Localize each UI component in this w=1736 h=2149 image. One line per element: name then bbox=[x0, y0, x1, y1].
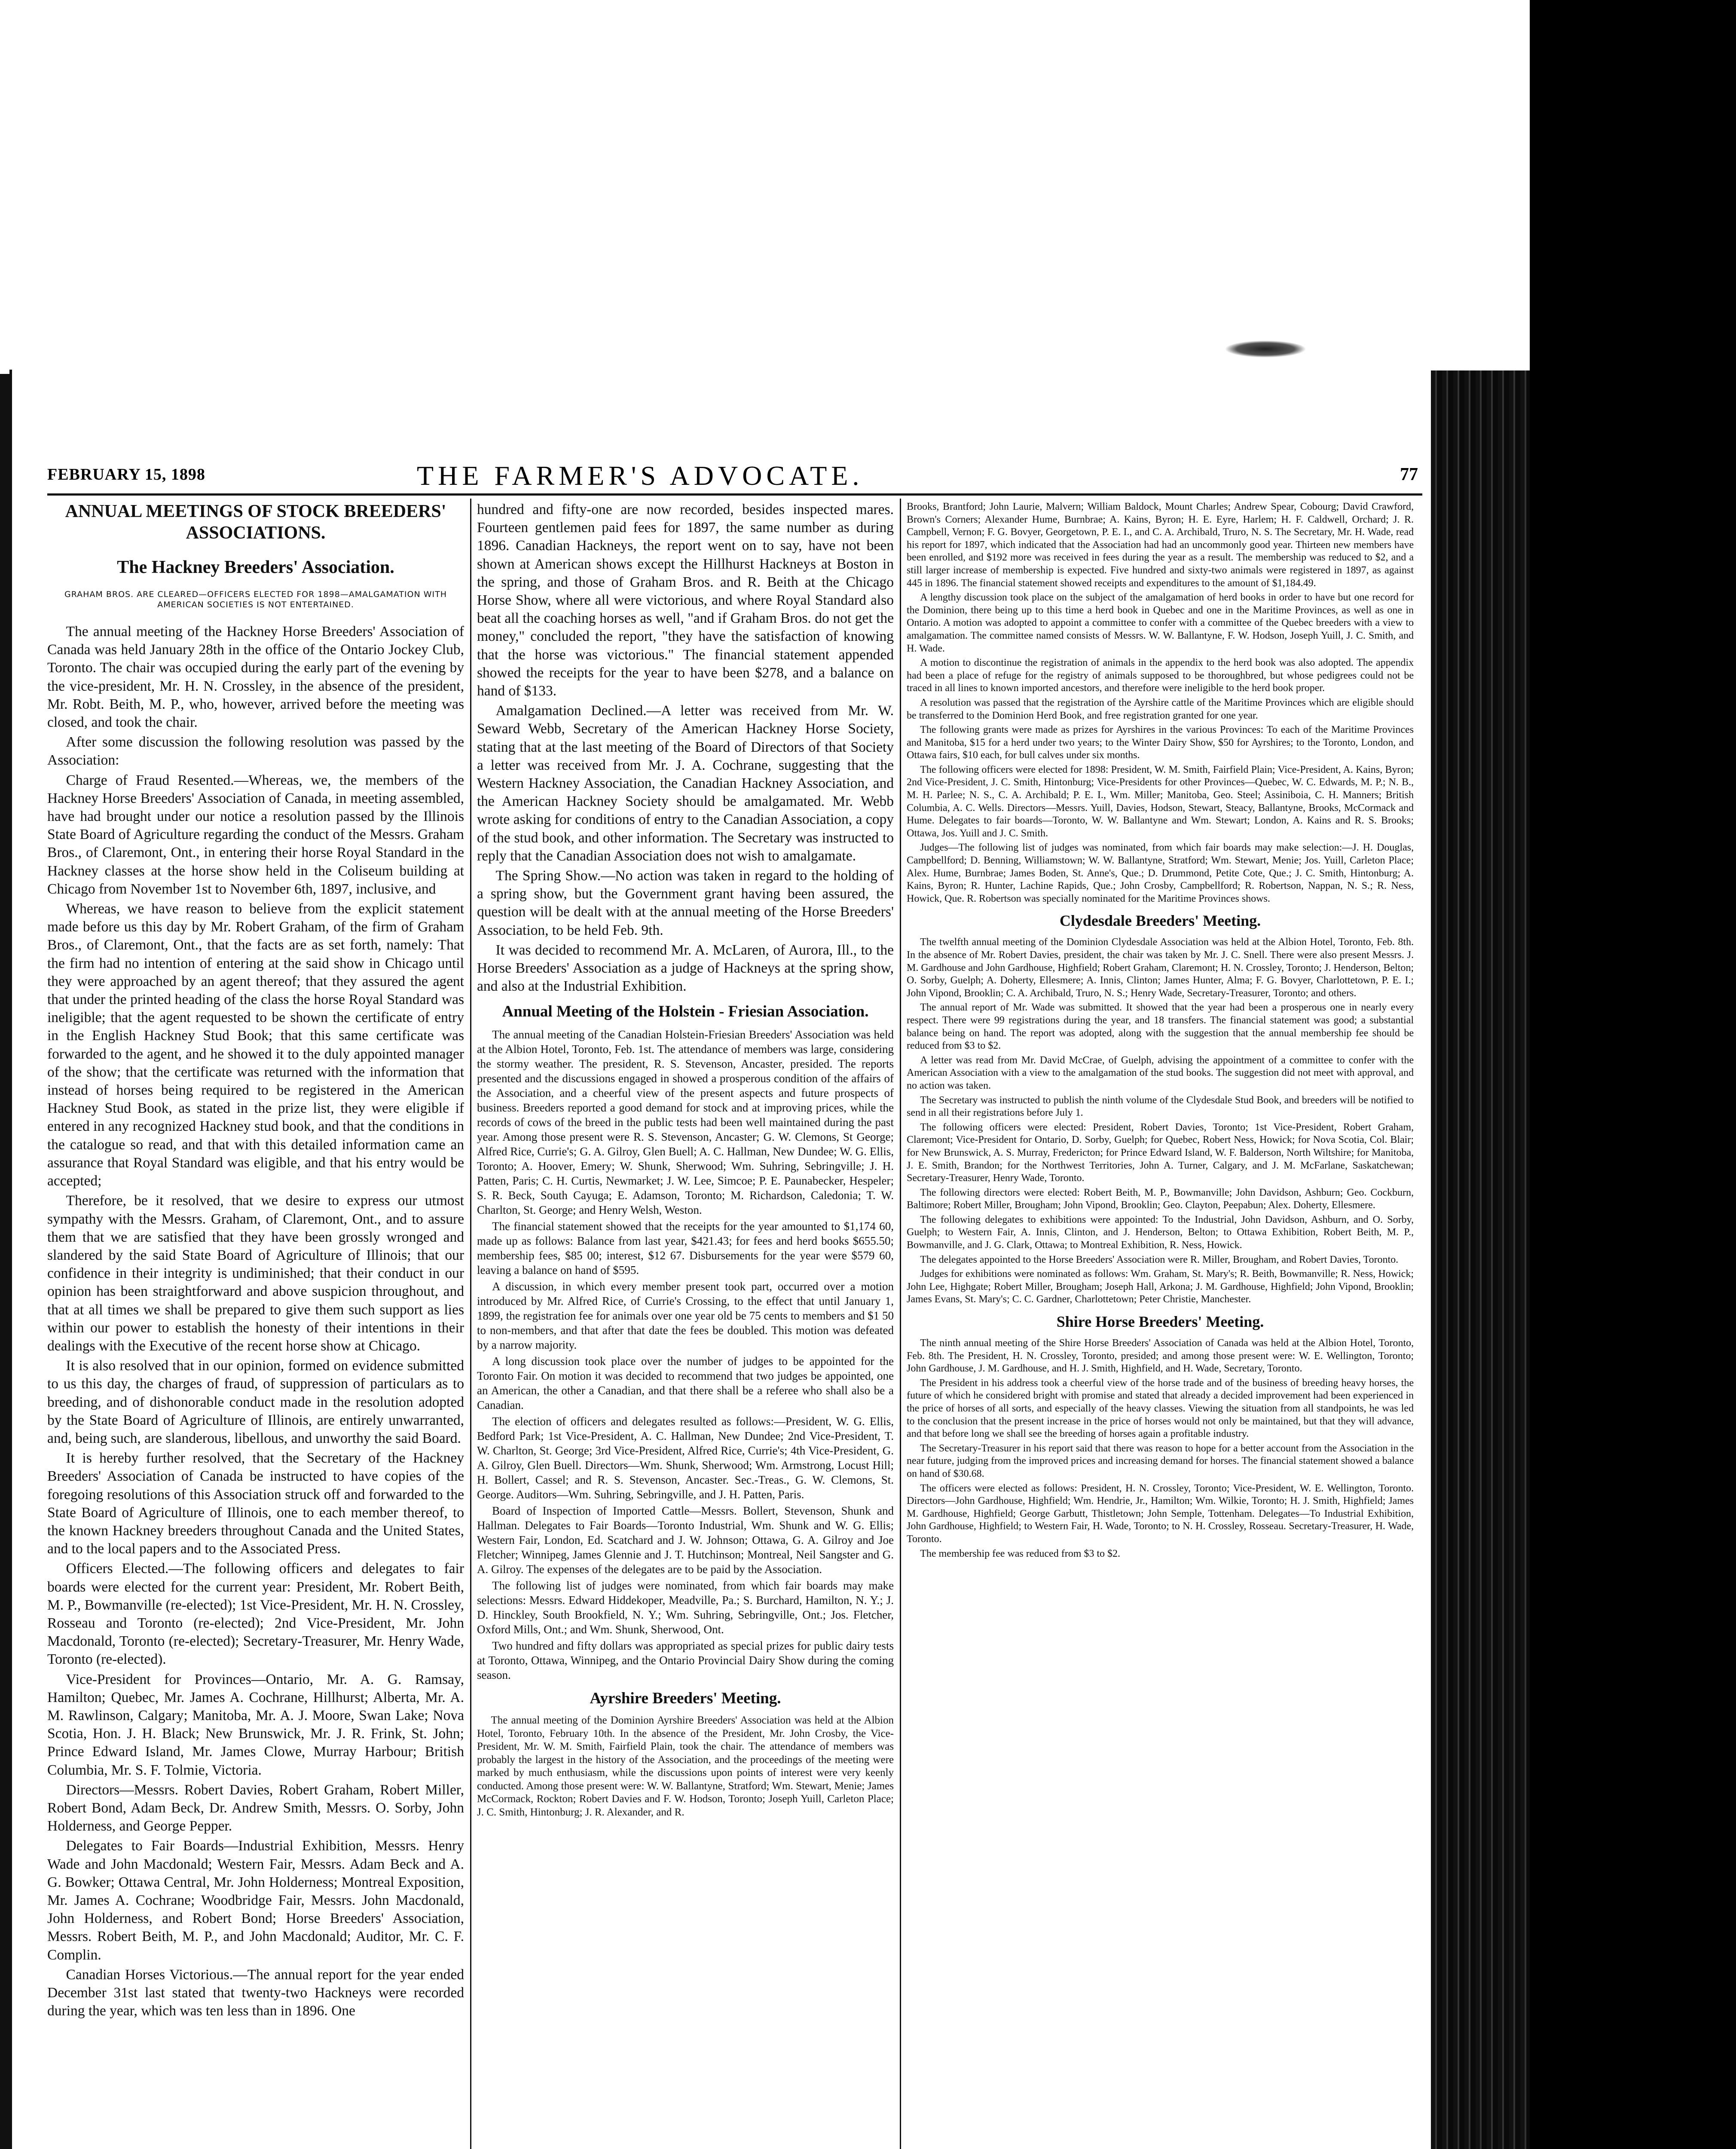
paragraph: The annual meeting of the Hackney Horse Breeders' Association of Canada was held January 28th in the office of the Ontario Jockey Club, Toronto. The chair was occupied during the early part of the evening by the vice-president, Mr. H. N. Crossley, in the absence of the president, Mr. Robt. Beith, M. P., who, however, arrived before the meeting was closed, and took the chair. bbox=[47, 624, 464, 731]
paragraph: The election of officers and delegates resulted as follows:—President, W. G. Ellis, Bedford Park; 1st Vice-President, A. C. Hallman, New Dundee; 2nd Vice-President, T. W. Charlton, St. George; 3rd Vice-President, Alfred Rice, Currie's; 4th Vice-President, G. A. Gilroy, Glen Buell. Directors—Wm. Shunk, Sherwood; Wm. Armstrong, Locust Hill; H. Bollert, Cassel; and R. S. Stevenson, Ancaster. Sec.-Treas., G. W. Clemons, St. George. Auditors—Wm. Suhring, Sebringville, and J. H. Patten, Paris. bbox=[477, 1415, 894, 1501]
ink-blot bbox=[1225, 340, 1306, 358]
column-2 bbox=[477, 501, 894, 2149]
paragraph: Vice-President for Provinces—Ontario, Mr. A. G. Ramsay, Hamilton; Quebec, Mr. James A. Cochrane, Hillhurst; Alberta, Mr. A. M. Rawlinson, Calgary; Manitoba, Mr. A. J. Moore, Swan Lake; Nova Scotia, Hon. J. H. Black; New Brunswick, Mr. J. R. Frink, St. John; Prince Edward Island, Mr. James Clowe, Murray Harbour; British Columbia, Mr. S. F. Tolmie, Victoria. bbox=[47, 1671, 464, 1778]
paragraph: It is also resolved that in our opinion, formed on evidence submitted to us this day, the charges of fraud, of suppression of particulars as to breeding, and of dishonorable conduct made in the resolution adopted by the State Board of Agriculture of Illinois, are entirely unwarranted, and, being such, are slanderous, libellous, and unworthy the said Board. bbox=[47, 1358, 464, 1446]
paragraph: Delegates to Fair Boards—Industrial Exhibition, Messrs. Henry Wade and John Macdonald; Western Fair, Messrs. Adam Beck and A. G. Bowker; Ottawa Central, Mr. John Holderness; Montreal Exposition, Mr. James A. Cochrane; Woodbridge Fair, Messrs. John Macdonald, John Holderness, and Robert Bond; Horse Breeders' Association, Messrs. Robert Beith, M. P., and John Macdonald; Auditor, Mr. C. F. Complin. bbox=[47, 1838, 464, 1963]
paragraph: The officers were elected as follows: President, H. N. Crossley, Toronto; Vice-President, W. E. Wellington, Toronto. Directors—John Gardhouse, Highfield; Wm. Hendrie, Jr., Hamilton; Wm. Wilkie, Toronto; H. J. Smith, Highfield; James M. Gardhouse, Highfield; George Garbutt, Thistletown; John Semple, Tottenham. Delegates—To Industrial Exhibition, John Gardhouse, Highfield; to Western Fair, H. Wade, Toronto; to N. H. Crossley, Rosseau. Secretary-Treasurer, H. Wade, Toronto. bbox=[907, 1482, 1414, 1545]
paragraph: Brooks, Brantford; John Laurie, Malvern; William Baldock, Mount Charles; Andrew Spear, Cobourg; David Crawford, Brown's Corners; Alexander Hume, Burnbrae; A. Kains, Byron; H. E. Eyre, Harlem; H. F. Caldwell, Orchard; J. R. Campbell, Vernon; F. G. Bovyer, Georgetown, P. E. I., and C. A. Archibald, Truro, N. S. The Secretary, Mr. H. Wade, read his report for 1897, which indicated that the Association had had an uncommonly good year. Thirteen new members have been enrolled, and $192 more was received in fees during the year as a result. The membership was reduced to $2, and a still larger increase of membership is expected. Five hundred and sixty-two animals were registered in 1897, as against 445 in 1896. The financial statement showed receipts and expenditures to the amount of $1,184.49. bbox=[907, 501, 1414, 589]
hackney-headline: The Hackney Breeders' Association. bbox=[117, 557, 394, 577]
paragraph: The Secretary was instructed to publish the ninth volume of the Clydesdale Stud Book, and breeders will be notified to send in all their registrations before July 1. bbox=[907, 1094, 1414, 1119]
paragraph: Officers Elected.—The following officers and delegates to fair boards were elected for the current year: President, Mr. Robert Beith, M. P., Bowmanville (re-elected); 1st Vice-President, Mr. H. N. Crossley, Rosseau and Toronto (re-elected); 2nd Vice-President, Mr. John Macdonald, Toronto (re-elected); Secretary-Treasurer, Mr. Henry Wade, Toronto (re-elected). bbox=[47, 1561, 464, 1668]
paragraph: The delegates appointed to the Horse Breeders' Association were R. Miller, Brougham, and Robert Davies, Toronto. bbox=[920, 1254, 1399, 1265]
header-rule bbox=[47, 493, 1422, 496]
running-header bbox=[47, 460, 1422, 490]
shire-headline: Shire Horse Breeders' Meeting. bbox=[1056, 1313, 1264, 1331]
paragraph: The annual meeting of the Dominion Ayrshire Breeders' Association was held at the Albion Hotel, Toronto, February 10th. In the absence of the President, Mr. John Crosby, the Vice-President, Mr. W. M. Smith, Fairfield Plain, took the chair. The attendance of members was probably the largest in the history of the Association, and the proceedings of the meeting were marked by much enthusiasm, while the discussions upon points of interest were very keenly conducted. Among those present were: W. W. Ballantyne, Stratford; Wm. Stewart, Menie; James McCormack, Rockton; Robert Davies and F. W. Hodson, Toronto; Joseph Yuill, Carleton Place; J. C. Smith, Hintonburg; J. R. Alexander, and R. bbox=[477, 1714, 894, 1818]
page-number: 77 bbox=[1400, 465, 1418, 484]
binding-shadow-left bbox=[0, 374, 9, 2149]
paragraph: It was decided to recommend Mr. A. McLaren, of Aurora, Ill., to the Horse Breeders' Association as a judge of Hackneys at the spring show, and also at the Industrial Exhibition. bbox=[477, 942, 894, 995]
paragraph: Therefore, be it resolved, that we desire to express our utmost sympathy with the Messrs. Graham, of Claremont, Ont., and to assure them that we are satisfied that they have been grossly wronged and slandered by the said State Board of Agriculture of Illinois; that our confidence in their integrity is undiminished; that their conduct in our opinion has been straightforward and above suspicion throughout, and that at all times we shall be prepared to give them such support as lies within our power to establish the honesty of their intentions in their dealings with the Executive of the recent horse show at Chicago. bbox=[47, 1193, 464, 1354]
paragraph: Directors—Messrs. Robert Davies, Robert Graham, Robert Miller, Robert Bond, Adam Beck, Dr. Andrew Smith, Messrs. O. Sorby, John Holderness, and George Pepper. bbox=[47, 1782, 464, 1834]
column-1 bbox=[47, 501, 464, 2149]
hackney-deck: GRAHAM BROS. ARE CLEARED—OFFICERS ELECTED FOR 1898—AMALGAMATION WITH AMERICAN SOCIETIES IS NOT ENTERTAINED. bbox=[64, 590, 447, 609]
paragraph: Whereas, we have reason to believe from the explicit statement made before us this day by Mr. Robert Graham, of the firm of Graham Bros., of Claremont, Ont., that the facts are as set forth, namely: That the firm had no intention of entering at the said show in Chicago until they were approached by an agent thereof; that they assured the agent that under the printed heading of the class the horse Royal Standard was ineligible; that the agent requested to be shown the certificate of entry in the English Hackney Stud Book; that this same certificate was forwarded to the agent, and he showed it to the duly appointed manager of the show; that the certificate was returned with the information that instead of horses being required to be registered in the American Hackney Stud Book, as stated in the prize list, they were eligible if entered in any recognized Hackney stud book, and that the conditions in the catalogue so read, and that with this detailed information came an assurance that Royal Standard was eligible, and that his entry would be accepted; bbox=[47, 901, 464, 1189]
paragraph: A long discussion took place over the number of judges to be appointed for the Toronto Fair. On motion it was decided to recommend that two judges be appointed, one an American, the other a Canadian, and that there shall be a referee who shall also be a Canadian. bbox=[477, 1355, 894, 1412]
paragraph: The financial statement showed that the receipts for the year amounted to $1,174 60, made up as follows: Balance from last year, $421.43; for fees and herd books $655.50; membership fees, $85 00; interest, $12 67. Disbursements for the year were $579 60, leaving a balance on hand of $595. bbox=[477, 1220, 894, 1277]
paragraph: The following grants were made as prizes for Ayrshires in the various Provinces: To each of the Maritime Provinces and Manitoba, $15 for a herd under two years; to the Winter Dairy Show, $50 for Ayrshires; to the Toronto, London, and Ottawa fairs, $10 each, for bull calves under six months. bbox=[907, 724, 1414, 761]
paragraph: The following delegates to exhibitions were appointed: To the Industrial, John Davidson, Ashburn, and O. Sorby, Guelph; to Western Fair, A. Innis, Clinton, and J. Henderson, Belton; to Ottawa Exhibition, Robert Beith, M. P., Bowmanville, and J. G. Clark, Ottawa; to Montreal Exhibition, R. Ness, Howick. bbox=[907, 1214, 1414, 1251]
paragraph: The membership fee was reduced from $3 to $2. bbox=[920, 1548, 1121, 1559]
paragraph: The annual meeting of the Canadian Holstein-Friesian Breeders' Association was held at the Albion Hotel, Toronto, Feb. 1st. The attendance of members was large, considering the stormy weather. The president, R. S. Stevenson, Ancaster, presided. The reports presented and the discussions engaged in showed a prosperous condition of the affairs of the Association, and a cheerful view of the present aspects and future prospects of business. Breeders reported a good demand for stock and at improving prices, while the records of cows of the breed in the public tests had been well maintained during the past year. Among those present were R. S. Stevenson, Ancaster; G. W. Clemons, St George; Alfred Rice, Currie's; G. A. Gilroy, Glen Buell; A. C. Hallman, New Dundee; W. G. Ellis, Toronto; A. Hoover, Emery; W. Shunk, Sherwood; Wm. Suhring, Sebringville; J. H. Patten, Paris; C. H. Curtis, Newmarket; J. W. Lee, Simcoe; P. E. Paunabecker, Hespeler; S. R. Beck, South Cayuga; E. Adamson, Toronto; M. Richardson, Caledonia; T. W. Charlton, St. George; and Henry Welsh, Weston. bbox=[477, 1028, 894, 1217]
column-rule-1 bbox=[470, 499, 471, 2149]
paragraph: The following officers were elected for 1898: President, W. M. Smith, Fairfield Plain; Vice-President, A. Kains, Byron; 2nd Vice-President, J. C. Smith, Hintonburg; Vice-Presidents for other Provinces—Quebec, W. C. Edwards, M. P.; N. B., M. H. Parlee; N. S., C. A. Archibald; P. E. I., Wm. Miller; Manitoba, Geo. Steel; Assiniboia, C. H. Manners; British Columbia, A. C. Wells. Directors—Messrs. Yuill, Davies, Hodson, Stewart, Steacy, Ballantyne, Brooks, McCormack and Hume. Delegates to fair boards—Toronto, W. W. Ballantyne and Wm. Stewart; London, A. Kains and R. S. Brooks; Ottawa, Jos. Yuill and J. C. Smith. bbox=[907, 764, 1414, 839]
paragraph: The ninth annual meeting of the Shire Horse Breeders' Association of Canada was held at the Albion Hotel, Toronto, Feb. 8th. The President, H. N. Crossley, Toronto, presided; and among those present were: W. E. Wellington, Toronto; John Gardhouse, J. M. Gardhouse, and H. J. Smith, Highfield, and H. Wade, Secretary, Toronto. bbox=[907, 1338, 1414, 1375]
paragraph: The twelfth annual meeting of the Dominion Clydesdale Association was held at the Albion Hotel, Toronto, Feb. 8th. In the absence of Mr. Robert Davies, president, the chair was taken by Mr. J. C. Snell. There were also present Messrs. J. M. Gardhouse and John Gardhouse, Highfield; Robert Graham, Claremont; H. N. Crossley, Toronto; J. Henderson, Belton; O. Sorby, Guelph; A. Doherty, Ellesmere; A. Innis, Clinton; James Hunter, Alma; F. G. Bovyer, Charlottetown, P. E. I.; John Vipond, Brooklin; C. A. Archibald, Truro, N. S.; Henry Wade, Secretary-Treasurer, Toronto; and others. bbox=[907, 937, 1414, 999]
paragraph: Board of Inspection of Imported Cattle—Messrs. Bollert, Stevenson, Shunk and Hallman. Delegates to Fair Boards—Toronto Industrial, Wm. Shunk and W. G. Ellis; Western Fair, London, Ed. Scatchard and J. W. Johnson; Ottawa, G. A. Gilroy and Joe Fletcher; Winnipeg, James Glennie and J. T. Hutchinson; Montreal, Neil Sangster and G. A. Gilroy. The expenses of the delegates are to be paid by the Association. bbox=[477, 1504, 894, 1576]
paragraph: The Secretary-Treasurer in his report said that there was reason to hope for a better account from the Association in the near future, judging from the improved prices and increasing demand for horses. The financial statement showed a balance on hand of $30.68. bbox=[907, 1442, 1414, 1479]
holstein-headline: Annual Meeting of the Holstein - Friesian Association. bbox=[502, 1003, 869, 1021]
paragraph: Judges—The following list of judges was nominated, from which fair boards may make selection:—J. H. Douglas, Campbellford; D. Benning, Williamstown; W. W. Ballantyne, Stratford; Wm. Stewart, Menie; Jos. Yuill, Carleton Place; Alex. Hume, Burnbrae; James Boden, St. Anne's, Que.; D. Drummond, Petite Cote, Que.; J. C. Smith, Hintonburg; A. Kains, Byron; R. Hunter, Lachine Rapids, Que.; John Crosby, Campbellford; R. Robertson, Nappan, N. S.; R. Ness, Howick, Que. R. Robertson was specially nominated for the Maritime Provinces shows. bbox=[907, 842, 1414, 904]
book-spine-edge bbox=[1431, 370, 1530, 2149]
paragraph: A discussion, in which every member present took part, occurred over a motion introduced by Mr. Alfred Rice, of Currie's Crossing, to the effect that until January 1, 1899, the registration fee for animals over one year old be 75 cents to members and $1 50 to non-members, and that after that date the fees be doubled. This motion was defeated by a narrow majority. bbox=[477, 1280, 894, 1352]
paragraph: Two hundred and fifty dollars was appropriated as special prizes for public dairy tests at Toronto, Ottawa, Winnipeg, and the Ontario Provincial Dairy Show during the coming season. bbox=[477, 1639, 894, 1682]
paragraph: The following directors were elected: Robert Beith, M. P., Bowmanville; John Davidson, Ashburn; Geo. Cockburn, Baltimore; Robert Miller, Brougham; John Vipond, Brooklin; Geo. Clayton, Peepabun; Alex. Doherty, Ellesmere. bbox=[907, 1187, 1414, 1211]
publication-title: THE FARMER'S ADVOCATE. bbox=[417, 460, 864, 491]
paragraph: The following officers were elected: President, Robert Davies, Toronto; 1st Vice-President, Robert Graham, Claremont; Vice-President for Ontario, D. Sorby, Guelph; for Quebec, Robert Ness, Howick; for Nova Scotia, Col. Blair; for New Brunswick, A. S. Murray, Fredericton; for Prince Edward Island, W. F. Balderson, North Wiltshire; for Manitoba, J. E. Smith, Brandon; for the Northwest Territories, John A. Turner, Calgary, and J. M. McFarlane, Saskatchewan; Secretary-Treasurer, Henry Wade, Toronto. bbox=[907, 1121, 1414, 1184]
paragraph: The Spring Show.—No action was taken in regard to the holding of a spring show, but the Government grant having been assured, the question will be dealt with at the annual meeting of the Horse Breeders' Association, to be held Feb. 9th. bbox=[477, 868, 894, 938]
issue-date: FEBRUARY 15, 1898 bbox=[47, 465, 205, 484]
paragraph: A letter was read from Mr. David McCrae, of Guelph, advising the appointment of a committee to confer with the American Association with a view to the amalgamation of the stud books. The suggestion did not meet with approval, and no action was taken. bbox=[907, 1054, 1414, 1091]
column-3 bbox=[907, 501, 1414, 2149]
main-headline: ANNUAL MEETINGS OF STOCK BREEDERS' ASSOCIATIONS. bbox=[65, 502, 446, 543]
paragraph: A resolution was passed that the registration of the Ayrshire cattle of the Maritime Provinces which are eligible should be transferred to the Dominion Herd Book, and free registration granted for one year. bbox=[907, 697, 1414, 721]
paragraph: After some discussion the following resolution was passed by the Association: bbox=[47, 734, 464, 768]
ayrshire-headline: Ayrshire Breeders' Meeting. bbox=[590, 1690, 781, 1708]
paragraph: hundred and fifty-one are now recorded, besides inspected mares. Fourteen gentlemen paid fees for 1897, the same number as during 1896. Canadian Hackneys, the report went on to say, have not been shown at American shows except the Hillhurst Hackneys at Boston in the spring, and those of Graham Bros. and R. Beith at the Chicago Horse Show, where all were victorious, and where Royal Standard also beat all the coaching horses as well, "and if Graham Bros. do not get the money," concluded the report, "they have the satisfaction of knowing that the horse was victorious." The financial statement appended showed the receipts for the year to have been $278, and a balance on hand of $133. bbox=[477, 502, 894, 699]
paragraph: Canadian Horses Victorious.—The annual report for the year ended December 31st last stated that twenty-two Hackneys were recorded during the year, which was ten less than in 1896. One bbox=[47, 1966, 464, 2019]
left-page-rule bbox=[9, 370, 12, 2149]
paragraph: The annual report of Mr. Wade was submitted. It showed that the year had been a prosperous one in nearly every respect. There were 99 registrations during the year, and 18 transfers. The financial statement was good; a substantial balance being on hand. The report was adopted, along with the suggestion that the annual membership fee should be reduced from $3 to $2. bbox=[907, 1002, 1414, 1052]
paragraph: Charge of Fraud Resented.—Whereas, we, the members of the Hackney Horse Breeders' Association of Canada, in meeting assembled, have had brought under our notice a resolution passed by the Illinois State Board of Agriculture regarding the conduct of the Messrs. Graham Bros., of Claremont, Ont., in entering their horse Royal Standard in the Hackney classes at the horse show held in the Coliseum building at Chicago from November 1st to November 6th, 1897, inclusive, and bbox=[47, 772, 464, 897]
paragraph: It is hereby further resolved, that the Secretary of the Hackney Breeders' Association of Canada be instructed to have copies of the foregoing resolutions of this Association struck off and forwarded to the State Board of Agriculture of Illinois, one to each member thereof, to the known Hackney breeders throughout Canada and the United States, and to the local papers and to the Associated Press. bbox=[47, 1450, 464, 1557]
paragraph: A motion to discontinue the registration of animals in the appendix to the herd book was also adopted. The appendix had been a place of refuge for the registry of animals supposed to be thoroughbred, but whose pedigrees could not be traced in all lines to known imported ancestors, and therefore were ineligible to the herd book proper. bbox=[907, 657, 1414, 694]
paragraph: Amalgamation Declined.—A letter was received from Mr. W. Seward Webb, Secretary of the American Hackney Horse Society, stating that at the last meeting of the Board of Directors of that Society a letter was received from Mr. J. A. Cochrane, suggesting that the Western Hackney Association, the Canadian Hackney Association, and the American Hackney Society should be amalgamated. Mr. Webb wrote asking for conditions of entry to the Canadian Association, a copy of the stud book, and other information. The Secretary was instructed to reply that the Canadian Association does not wish to amalgamate. bbox=[477, 703, 894, 864]
paragraph: Judges for exhibitions were nominated as follows: Wm. Graham, St. Mary's; R. Beith, Bowmanville; R. Ness, Howick; John Lee, Highgate; Robert Miller, Brougham; Joseph Hall, Arkona; J. M. Gardhouse, Highfield; John Vipond, Brooklin; James Evans, St. Mary's; C. C. Gardner, Charlottetown; Peter Christie, Manchester. bbox=[907, 1268, 1414, 1305]
paragraph: The following list of judges were nominated, from which fair boards may make selections: Messrs. Edward Hiddekoper, Meadville, Pa.; S. Burchard, Hamilton, N. Y.; J. D. Hinckley, South Brookfield, N. Y.; Wm. Suhring, Sebringville, Ont.; Jos. Fletcher, Oxford Mills, Ont.; and Wm. Shunk, Sherwood, Ont. bbox=[477, 1579, 894, 1636]
paragraph: A lengthy discussion took place on the subject of the amalgamation of herd books in order to have but one record for the Dominion, there being up to this time a herd book in Quebec and one in the Maritime Provinces, as well as one in Ontario. A motion was adopted to appoint a committee to confer with a committee of the Quebec breeders with a view to amalgamation. The committee named consists of Messrs. W. W. Ballantyne, F. W. Hodson, Joseph Yuill, J. C. Smith, and H. Wade. bbox=[907, 592, 1414, 654]
column-rule-2 bbox=[900, 499, 901, 2149]
clydesdale-headline: Clydesdale Breeders' Meeting. bbox=[1059, 912, 1261, 930]
paragraph: The President in his address took a cheerful view of the horse trade and of the business of breeding heavy horses, the future of which he considered bright with promise and stated that already a decided improvement had been experienced in the price of horses of all sorts, and especially of the heavy classes. Viewing the situation from all standpoints, he was led to the conclusion that the present increase in the price of horses would not only be maintained, but that they will advance, and that before long we shall see the breeding of horses again a profitable industry. bbox=[907, 1377, 1414, 1440]
